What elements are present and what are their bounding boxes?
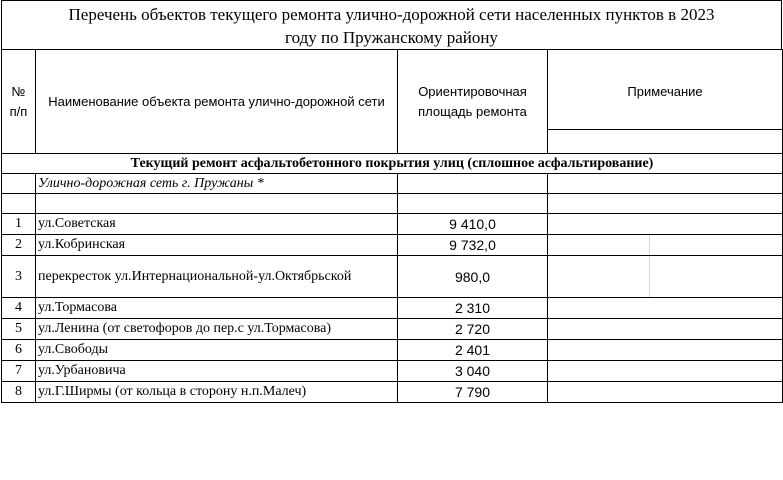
header-area: Ориентировочная площадь ремонта [398,50,548,154]
section-title: Текущий ремонт асфальтобетонного покрытия улиц (сплошное асфальтирование) [2,154,783,174]
document-title [1,0,782,49]
header-num: № п/п [2,50,36,154]
header-name: Наименование объекта ремонта улично-дорожной сети [36,50,398,154]
table-row: 7 ул.Урбановича 3 040 [2,361,783,382]
section-row [2,154,783,174]
title-line-2: году по Пружанскому району [285,28,498,47]
title-line-1: Перечень объектов текущего ремонта улично-дорожной сети населенных пунктов в 2023 [68,5,715,24]
table-row: 5 ул.Ленина (от светофоров до пер.с ул.Тормасова) 2 720 [2,319,783,340]
header-note-sub [548,130,783,154]
table-row: 3 перекресток ул.Интернациональной-ул.Октябрьской 980,0 [2,256,783,298]
spacer-row [2,194,783,214]
repair-table [1,49,783,403]
table-row: 8 ул.Г.Ширмы (от кольца в сторону н.п.Малеч) 7 790 [2,382,783,403]
table-row: 1 ул.Советская 9 410,0 [2,214,783,235]
header-row [2,50,783,130]
header-note: Примечание [548,50,783,130]
subsection-row [2,174,783,194]
table-row: 4 ул.Тормасова 2 310 [2,298,783,319]
table-row: 2 ул.Кобринская 9 732,0 [2,235,783,256]
subsection-title: Улично-дорожная сеть г. Пружаны * [36,174,398,194]
table-row: 6 ул.Свободы 2 401 [2,340,783,361]
